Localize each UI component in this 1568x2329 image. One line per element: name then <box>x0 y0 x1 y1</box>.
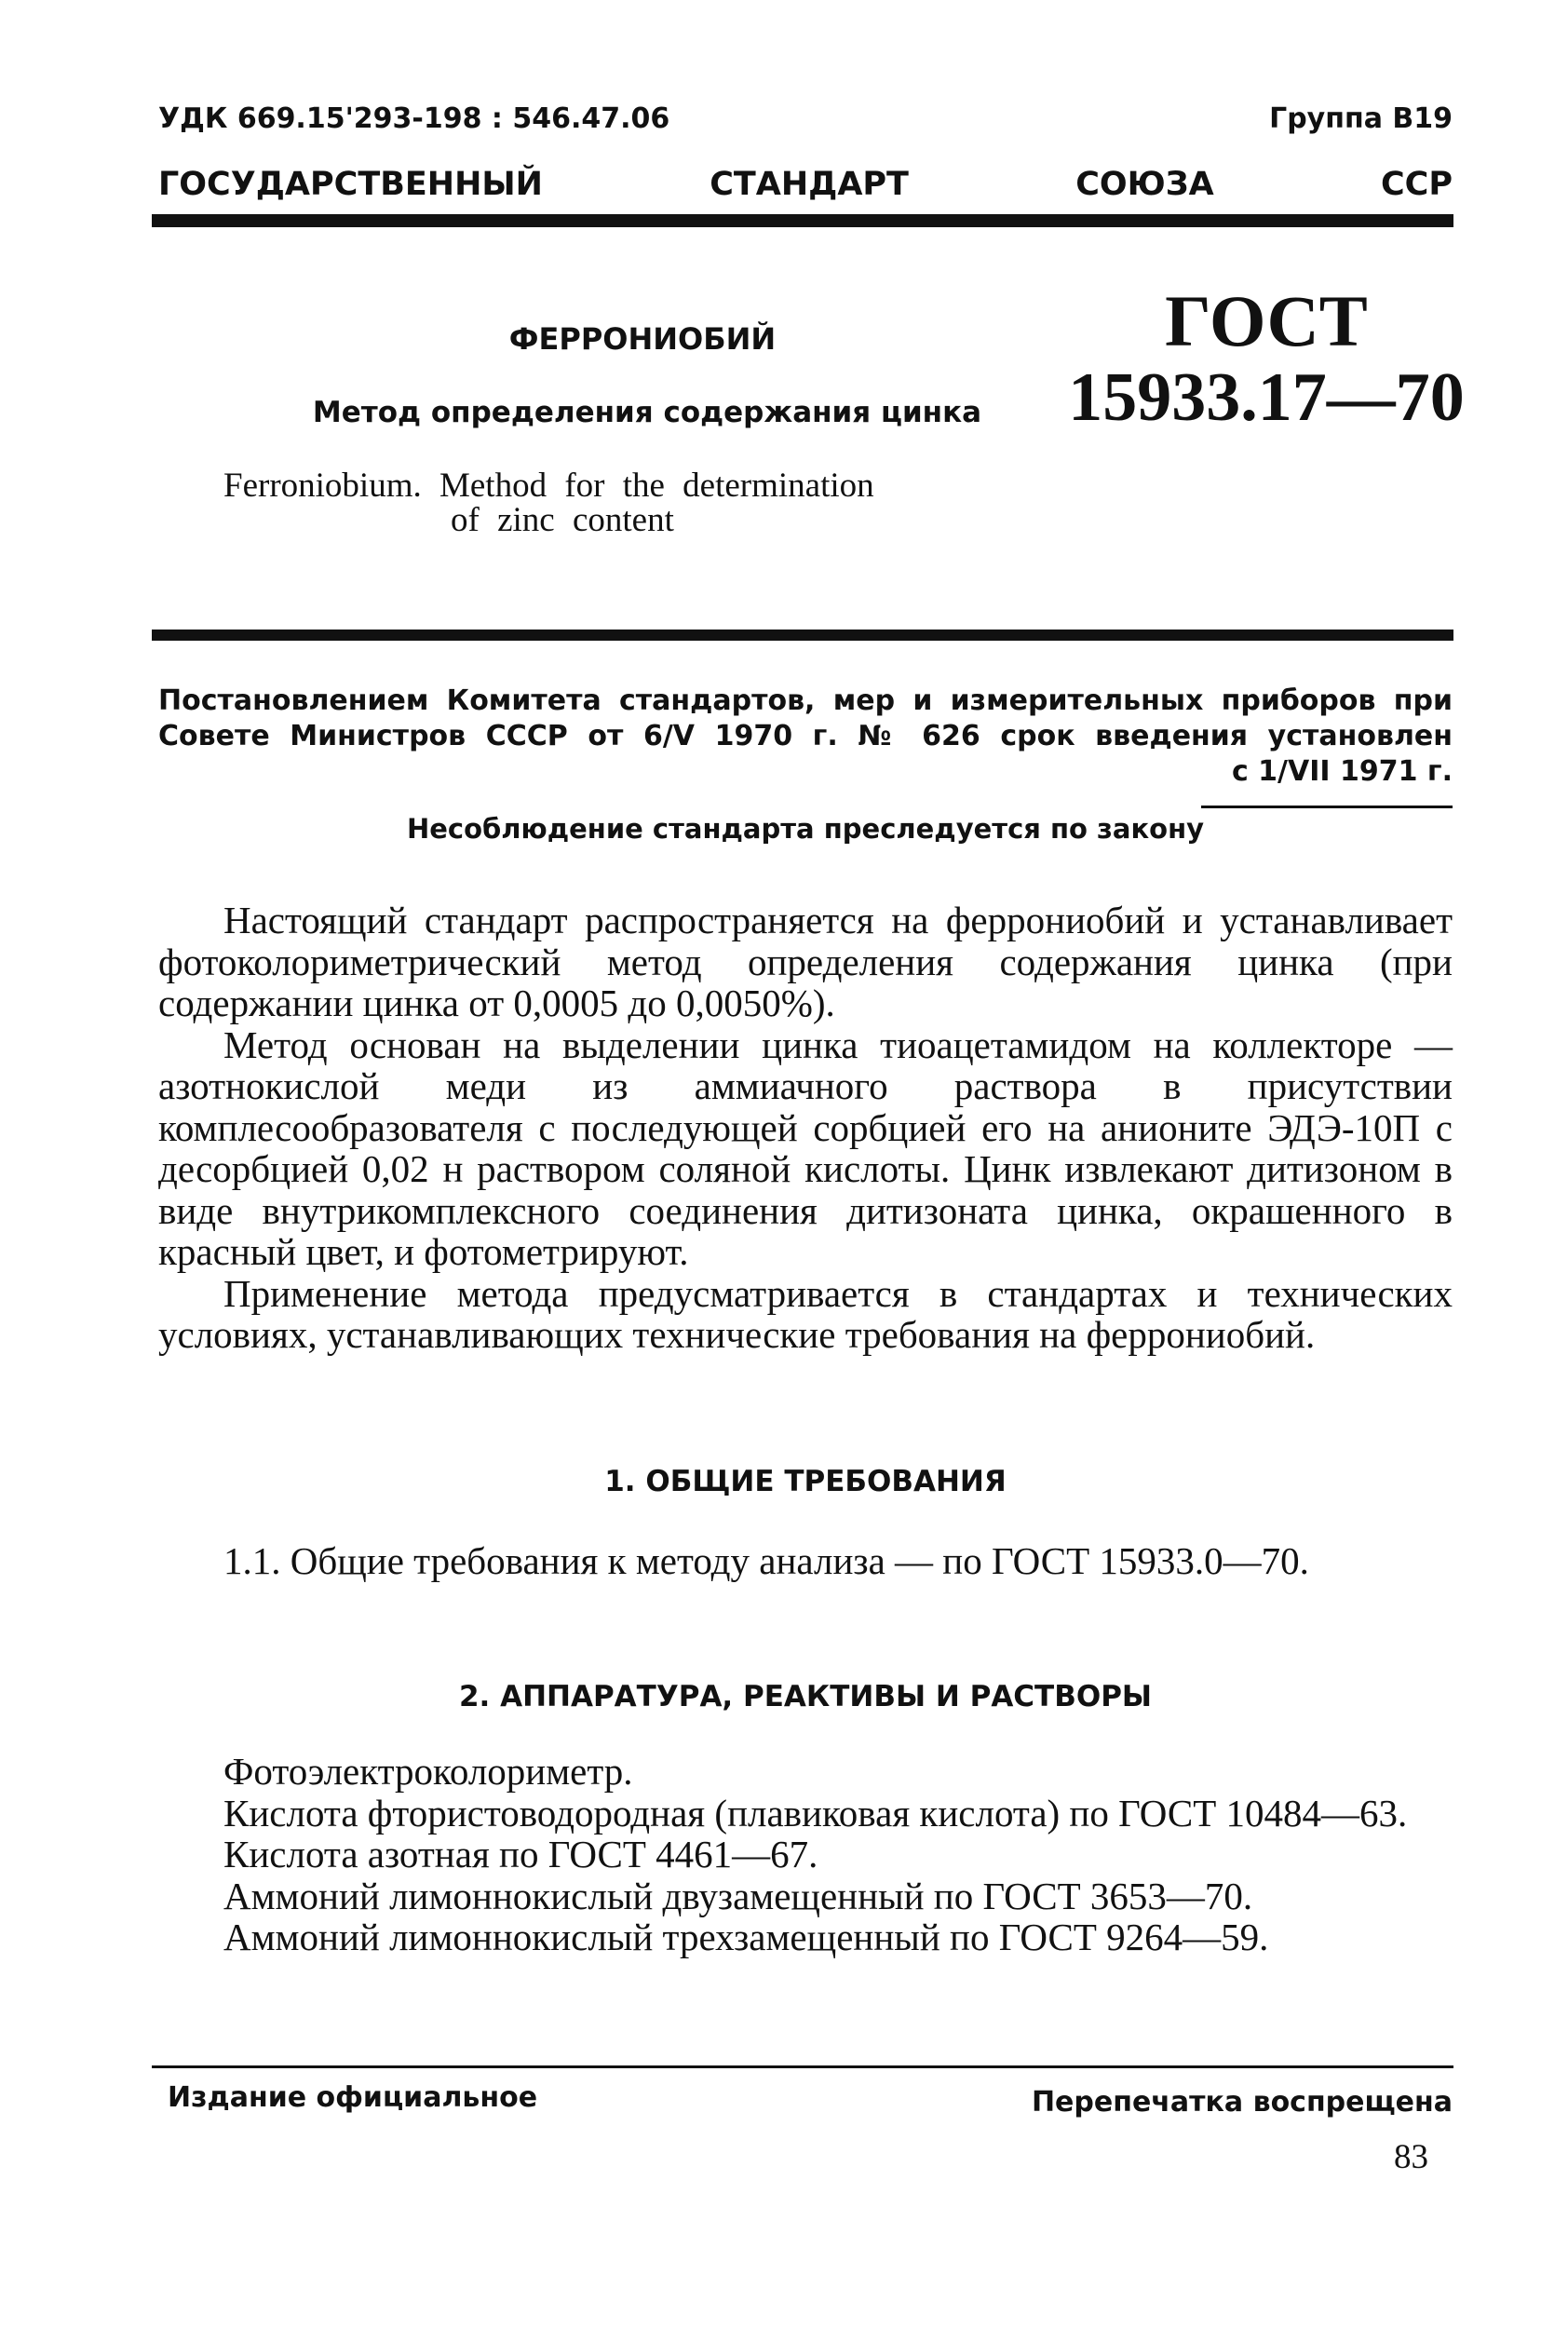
document-title: ФЕРРОНИОБИЙ <box>508 321 777 357</box>
banner-word-3: СОЮЗА <box>1075 166 1214 203</box>
decree-line-1: Постановлением Комитета стандартов, мер и измерительных приборов при <box>158 684 1453 717</box>
title-rule <box>152 630 1453 641</box>
section-1-text <box>158 1540 1453 1582</box>
list-item: Кислота азотная по ГОСТ 4461—67. <box>223 1833 818 1875</box>
banner-word-2: СТАНДАРТ <box>710 166 909 203</box>
gost-number: 15933.17—70 <box>1068 359 1465 436</box>
document-subtitle: Метод определения содержания цинка <box>312 396 982 429</box>
section-2-heading: 2. АППАРАТУРА, РЕАКТИВЫ И РАСТВОРЫ <box>458 1680 1153 1713</box>
decree-line-3: с 1/VII 1971 г. <box>1231 755 1453 788</box>
udk-code: УДК 669.15'293-198 : 546.47.06 <box>158 102 670 135</box>
banner-word-4: ССР <box>1380 166 1453 203</box>
list-item: Аммоний лимоннокислый двузамещенный по ГОСТ 3653—70. <box>223 1874 1253 1917</box>
section-2-list <box>158 1751 1453 1958</box>
english-title-line-2: of zinc content <box>451 501 674 539</box>
law-notice: Несоблюдение стандарта преследуется по закону <box>406 813 1205 845</box>
page-number: 83 <box>1394 2138 1428 2176</box>
intro-text <box>158 900 1453 1356</box>
section-1-paragraph: 1.1. Общие требования к методу анализа — по ГОСТ 15933.0—70. <box>223 1539 1309 1582</box>
intro-paragraph-3: Применение метода предусматривается в стандартах и технических условиях, устанавливающих технические требования на феррониобий. <box>158 1271 1453 1356</box>
reprint-note: Перепечатка воспрещена <box>1031 2086 1453 2119</box>
list-item: Фотоэлектроколориметр. <box>223 1750 633 1793</box>
intro-paragraph-2: Метод основан на выделении цинка тиоацетамидом на коллекторе — азотнокислой меди из аммиачного раствора в присутствии комплесообразователя с последующей сорбцией его на анионите ЭДЭ-10П с десорбцией 0,02 н раствором соляной кислоты. Цинк извлекают дитизоном в виде внутрикомплексного соединения дитизоната цинка, окрашенного в красный цвет, и фотометрируют. <box>158 1022 1453 1273</box>
decree-line-2: Совете Министров СССР от 6/V 1970 г. № 626 срок введения установлен <box>158 720 1453 752</box>
list-item: Аммоний лимоннокислый трехзамещенный по ГОСТ 9264—59. <box>223 1916 1269 1958</box>
banner-word-1: ГОСУДАРСТВЕННЫЙ <box>158 166 543 203</box>
english-title-line-1: Ferroniobium. Method for the determination <box>223 467 874 505</box>
edition-note: Издание официальное <box>168 2081 538 2114</box>
section-1-heading: 1. ОБЩИЕ ТРЕБОВАНИЯ <box>604 1465 1007 1498</box>
group-code: Группа В19 <box>1269 102 1453 135</box>
header-rule <box>152 214 1453 227</box>
gost-label: ГОСТ <box>1165 280 1368 361</box>
footer-rule <box>152 2065 1453 2068</box>
state-standard-banner <box>158 166 1453 203</box>
intro-paragraph-1: Настоящий стандарт распространяется на феррониобий и устанавливает фотоколориметрический метод определения содержания цинка (при содержании цинка от 0,0005 до 0,0050%). <box>158 899 1453 1024</box>
decree-underline <box>1201 806 1453 808</box>
list-item: Кислота фтористоводородная (плавиковая кислота) по ГОСТ 10484—63. <box>223 1791 1408 1835</box>
